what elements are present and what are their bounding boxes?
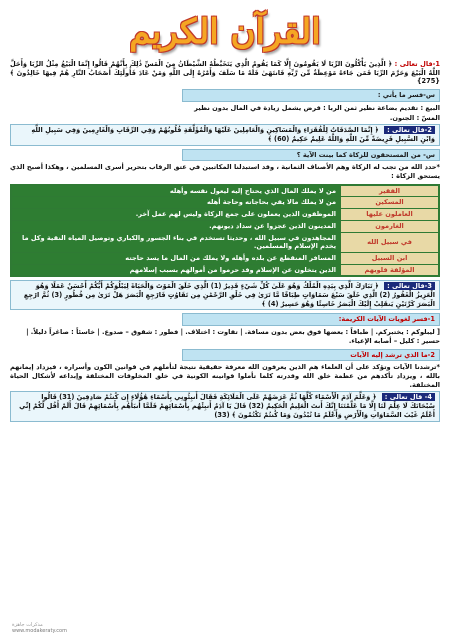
verse-4-label: 4- قال تعالى : xyxy=(382,393,435,401)
category-desc: المجاهدون في سبيل الله ، وحديثا تستخدم في بناء الجسور والكباري وتوصيل المياه النقية وكل ما يخدم الإسلام والمسلمين. xyxy=(11,232,341,252)
table-row xyxy=(11,220,439,232)
table-row xyxy=(11,185,439,197)
verse-1-number: {275} xyxy=(416,77,440,86)
verse-3-text: ﴿ تَبَارَكَ الَّذِي بِيَدِهِ الْمُلْكُ وَهُوَ عَلَىٰ كُلِّ شَيْءٍ قَدِيرٌ (1) الَّذِي خَلَقَ الْمَوْتَ وَالْحَيَاةَ لِيَبْلُوَكُمْ أَيُّكُمْ أَحْسَنُ عَمَلًا وَهُوَ الْعَزِيزُ الْغَفُورُ (2) الَّذِي خَلَقَ سَبْعَ سَمَاوَاتٍ طِبَاقًا مَّا تَرَىٰ فِي خَلْقِ الرَّحْمَٰنِ مِن تَفَاوُتٍ فَارْجِعِ الْبَصَرَ هَلْ تَرَىٰ مِن فُطُورٍ (3) ثُمَّ ارْجِعِ الْبَصَرَ كَرَّتَيْنِ يَنقَلِبْ إِلَيْكَ الْبَصَرُ خَاسِئًا وَهُوَ حَسِيرٌ (4) ﴾ xyxy=(23,282,435,308)
table-row xyxy=(11,209,439,221)
category-name: ابن السبيل xyxy=(341,252,439,264)
table-row xyxy=(11,264,439,276)
category-desc: المدينون الذين عجزوا عن سداد ديونهم. xyxy=(11,220,341,232)
table-row xyxy=(11,232,439,252)
verse-3-label: 3-قال تعالى : xyxy=(384,282,435,290)
zakat-answer: *حدد الله من تجب له الزكاة وهم الأصناف الثمانية ، وقد استبدلنا المكاتبين في عتق الرقاب بتحرير أسرى المسلمين ، وهكذا أصبح الذي يستحق الزكاة : xyxy=(10,163,440,181)
table-row xyxy=(11,252,439,264)
title-block xyxy=(10,6,440,58)
category-name: المسكين xyxy=(341,197,439,209)
question-bar-3: 1-فسر لغويات الآيات الكريمة: xyxy=(182,313,440,326)
verse-4-text: ﴿ وَعَلَّمَ آدَمَ الْأَسْمَاءَ كُلَّهَا ثُمَّ عَرَضَهُمْ عَلَى الْمَلَائِكَةِ فَقَالَ أَنبِئُونِي بِأَسْمَاءِ هَٰؤُلَاءِ إِن كُنتُمْ صَادِقِينَ (31) قَالُوا سُبْحَانَكَ لَا عِلْمَ لَنَا إِلَّا مَا عَلَّمْتَنَا إِنَّكَ أَنتَ الْعَلِيمُ الْحَكِيمُ (32) قَالَ يَا آدَمُ أَنبِئْهُم بِأَسْمَائِهِمْ فَلَمَّا أَنبَأَهُم بِأَسْمَائِهِمْ قَالَ أَلَمْ أَقُل لَّكُمْ إِنِّي أَعْلَمُ غَيْبَ السَّمَاوَاتِ وَالْأَرْضِ وَأَعْلَمُ مَا تُبْدُونَ وَمَا كُنتُمْ تَكْتُمُونَ ﴾ xyxy=(19,393,435,419)
verse-1-text: ﴿ الَّذِينَ يَأْكُلُونَ الرِّبَا لَا يَقُومُونَ إِلَّا كَمَا يَقُومُ الَّذِي يَتَخَبَّطُهُ الشَّيْطَانُ مِنَ الْمَسِّ ذَٰلِكَ بِأَنَّهُمْ قَالُوا إِنَّمَا الْبَيْعُ مِثْلُ الرِّبَا وَأَحَلَّ اللَّهُ الْبَيْعَ وَحَرَّمَ الرِّبَا فَمَن جَاءَهُ مَوْعِظَةٌ مِّن رَّبِّهِ فَانتَهَىٰ فَلَهُ مَا سَلَفَ وَأَمْرُهُ إِلَى اللَّهِ وَمَنْ عَادَ فَأُولَٰئِكَ أَصْحَابُ النَّارِ هُمْ فِيهَا خَالِدُونَ ﴾ xyxy=(10,60,440,77)
category-name: الغارمون xyxy=(341,220,439,232)
category-desc: من لا يملك المال الذي يحتاج إليه ليعول نفسه وأهله xyxy=(11,185,341,197)
verse-1-label: 1-قال تعالى : xyxy=(394,60,440,68)
gloss-1: البيع : تقديم بضاعة نظير ثمن الربا : قرض يشمل زيادة في المال بدون نظير xyxy=(194,103,440,112)
verse-4 xyxy=(10,391,440,421)
category-desc: من لا يملك مالا يفي بحاجاته وحاجة أهله xyxy=(11,197,341,209)
verse-2-label: 2-قال تعالى : xyxy=(384,126,435,134)
footer-watermark-ar: مذكرات جاهزة xyxy=(12,621,43,628)
category-desc: الموظفون الذين يعملون على جمع الزكاة وليس لهم عمل آخر. xyxy=(11,209,341,221)
question-bar-2: س- من المستحقون للزكاة كما بينت الآية ؟ xyxy=(182,149,440,162)
verse-2 xyxy=(10,124,440,145)
verse-4-number: (33) xyxy=(214,410,230,419)
gloss-2: المسّ : الجنون. xyxy=(389,113,440,122)
footer-watermark xyxy=(12,622,67,635)
question-bar-1: س-فسر ما يأتي : xyxy=(182,89,440,102)
category-name: الفقير xyxy=(341,185,439,197)
footer-site: www.modakeraty.com xyxy=(12,628,67,635)
page-title: القرآن الكريم xyxy=(129,11,321,52)
question-bar-4: 2-ما الذي ترشد إليه الآيات xyxy=(182,349,440,362)
verse-3 xyxy=(10,280,440,310)
gloss-3: [ ليبلوكم : يختبركم. | طباقاً : بعضها فوق بعض بدون مسافة. | تفاوت : اختلاف. | فطور : شقوق – صدوع. | خاسئاً : صاغراً ذليلاً. | حسير : كليل – أصابه الإعياء. xyxy=(26,328,440,345)
category-name: العاملون عليها xyxy=(341,209,439,221)
category-desc: المسافر المنقطع عن بلده وأهله ولا يملك من المال ما يسد حاجته xyxy=(11,252,341,264)
table-row xyxy=(11,197,439,209)
zakat-categories-table xyxy=(10,184,440,278)
verse-1 xyxy=(10,60,440,86)
category-name: المؤلفة قلوبهم xyxy=(341,264,439,276)
verse-2-text: ﴿ إِنَّمَا الصَّدَقَاتُ لِلْفُقَرَاءِ وَالْمَسَاكِينِ وَالْعَامِلِينَ عَلَيْهَا وَالْمُؤَلَّفَةِ قُلُوبُهُمْ وَفِي الرِّقَابِ وَالْغَارِمِينَ وَفِي سَبِيلِ اللَّهِ وَابْنِ السَّبِيلِ فَرِيضَةً مِّنَ اللَّهِ وَاللَّهُ عَلِيمٌ حَكِيمٌ (60) ﴾ xyxy=(31,126,435,143)
guidance-answer: *ترشدنا الآيات وتؤكد على أن العلماء هم الذين يعرفون الله معرفة حقيقية نتيجة لتأملهم في قوانين الكون وأسراره ، فيزداد إيمانهم بالله ، ويزداد تأكدهم من عظمة خلق الله وقدرته كلما تأملوا قوانينه الكونية في خلق المخلوقات المختلفة وإبداعه لأشكال الحياة المختلفة. xyxy=(10,363,440,389)
category-name: في سبيل الله xyxy=(341,232,439,252)
category-desc: الذين يتخلون عن الإسلام وقد حرموا من أموالهم بسبب إسلامهم xyxy=(11,264,341,276)
